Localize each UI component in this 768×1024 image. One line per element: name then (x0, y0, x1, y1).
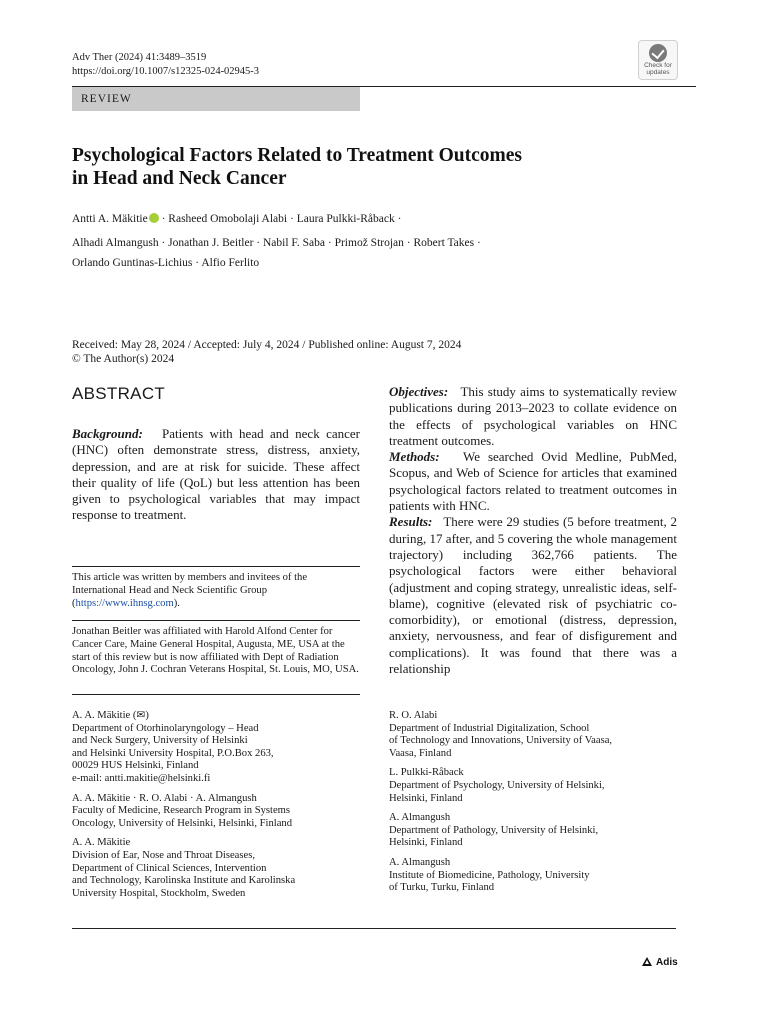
affiliation-line: Vaasa, Finland (389, 747, 452, 759)
affiliation-line: University Hospital, Stockholm, Sweden (72, 887, 246, 899)
journal-citation: Adv Ther (2024) 41:3489–3519 (72, 52, 207, 63)
abstract-results: Results: There were 29 studies (5 before treatment, 2 during, 17 after, and 5 covering the whole management trajectory) including 362,766 patients. The psychological factors were either behavioral (adjustment and coping strategy, unrealistic ideas, self-blame), cognitive (elevated risk of psychiatric co-comorbidity), or emotional (distress, depression, anxiety, nervousness, and fear of disfigurement and complications). It was found that there was a relationship (389, 514, 678, 677)
notes-divider-middle (72, 620, 360, 621)
background-label: Background (72, 426, 139, 441)
author-makitie[interactable]: Antti A. Mäkitie (72, 213, 148, 225)
affiliation-block (389, 857, 679, 895)
background-text: Patients with head and neck cancer (HNC) often demonstrate stress, distress, anxiety, depression, and are at risk for suicide. These affect their quality of life (QoL) but less attention has been given to psychological variables that may impact response to treatment. (72, 426, 360, 523)
results-text: There were 29 studies (5 before treatment, 2 during, 17 after, and 5 covering the whole management trajectory) including 362,766 patients. The psychological factors were either behavioral (adjustment and coping strategy, unrealistic ideas, self-blame), cognitive (elevated risk of psychiatric co-comorbidity), or emotional (distress, depression, anxiety, nervousness, and fear of disfigurement and complications). It was found that there was a relationship (389, 514, 678, 677)
ihnsg-link[interactable]: https://www.ihnsg.com (75, 597, 174, 609)
publisher-logo (642, 957, 678, 968)
affiliation-line: Division of Ear, Nose and Throat Diseases, (72, 849, 255, 861)
authors-line-2: Alhadi Almangush · Jonathan J. Beitler · Nabil F. Saba · Primož Strojan · Robert Takes · (72, 237, 481, 249)
check-updates-icon (649, 44, 667, 62)
affiliation-line: and Neck Surgery, University of Helsinki (72, 735, 248, 747)
abstract-heading: ABSTRACT (72, 384, 166, 403)
doi-link[interactable]: https://doi.org/10.1007/s12325-024-02945-3 (72, 66, 260, 77)
dates-line: Received: May 28, 2024 / Accepted: July 4, 2024 / Published online: August 7, 2024 (72, 339, 462, 351)
objectives-label: Objectives (389, 384, 444, 399)
affiliation-block (389, 710, 679, 760)
affiliation-line: A. A. Mäkitie (72, 837, 131, 849)
email-link[interactable]: e-mail: antti.makitie@helsinki.fi (72, 772, 211, 784)
note-ihnsg-end: ). (173, 597, 180, 609)
affiliation-line: L. Pulkki-Råback (389, 767, 464, 779)
affiliation-line: and Helsinki University Hospital, P.O.Box 263, (72, 747, 274, 759)
orcid-icon[interactable] (149, 213, 159, 223)
badge-label-line1: Check for (644, 62, 672, 69)
affiliation-line: Department of Industrial Digitalization, School (389, 722, 590, 734)
notes-divider-top (72, 566, 360, 567)
badge-label-line2: updates (646, 69, 670, 76)
adis-logo-icon (642, 957, 652, 966)
affiliation-line: 00029 HUS Helsinki, Finland (72, 760, 199, 772)
authors-line-3: Orlando Guntinas-Lichius · Alfio Ferlito (72, 257, 260, 269)
note-ihnsg-text: This article was written by members and invitees of the International Head and Neck Scientific Group ( (72, 572, 308, 609)
affiliation-line: and Technology, Karolinska Institute and Karolinska (72, 875, 296, 887)
footer-divider (72, 928, 676, 929)
affiliation-line: A. Almangush (389, 856, 451, 868)
authors-rest-line-1: · Rasheed Omobolaji Alabi · Laura Pulkki-Råback · (158, 213, 402, 225)
abstract-background: Background: Patients with head and neck cancer (HNC) often demonstrate stress, distress, anxiety, depression, and are at risk for suicide. These affect their quality of life (QoL) but less attention has been given to psychological variables that may impact response to treatment. (72, 426, 360, 523)
affiliation-line: Faculty of Medicine, Research Program in Systems (72, 805, 291, 817)
affiliation-line: A. A. Mäkitie (✉) (72, 710, 149, 721)
affiliation-line: Department of Pathology, University of Helsinki, (389, 824, 599, 836)
affiliations-left (72, 710, 362, 900)
affiliation-line: of Turku, Turku, Finland (389, 882, 495, 894)
affiliation-line: A. A. Mäkitie · R. O. Alabi · A. Almangush (72, 792, 257, 804)
article-type-label: REVIEW (72, 87, 360, 111)
affiliation-line: R. O. Alabi (389, 710, 438, 721)
affiliation-block (72, 793, 362, 831)
copyright-line: © The Author(s) 2024 (72, 353, 175, 365)
affiliation-line: Department of Clinical Sciences, Intervention (72, 862, 267, 874)
affiliation-line: Helsinki, Finland (389, 837, 463, 849)
affiliation-line: A. Almangush (389, 812, 451, 824)
affiliation-line: Institute of Biomedicine, Pathology, University (389, 869, 590, 881)
affiliation-line: Oncology, University of Helsinki, Helsinki, Finland (72, 817, 292, 829)
title-line-2: in Head and Neck Cancer (72, 168, 287, 189)
abstract-right-column (389, 384, 677, 677)
affiliations-right (389, 710, 679, 895)
affiliation-line: Helsinki, Finland (389, 792, 463, 804)
note-beitler: Jonathan Beitler was affiliated with Harold Alfond Center for Cancer Care, Maine General Hospital, Augusta, ME, USA at the start of this review but is now affiliated with Dept of Radiation Oncology, John J. Cochran Veterans Hospital, St. Louis, MO, USA. (72, 626, 359, 676)
methods-text: We searched Ovid Medline, PubMed, Scopus, and Web of Science for articles that examined psychological factors related to treatment outcomes in patients with HNC. (389, 449, 677, 514)
abstract-methods: Methods: We searched Ovid Medline, PubMed, Scopus, and Web of Science for articles that examined psychological factors related to treatment outcomes in patients with HNC. (389, 449, 677, 514)
methods-label: Methods (389, 449, 436, 465)
authors-line-1 (72, 212, 692, 226)
affiliation-line: Department of Otorhinolaryngology – Head (72, 722, 259, 734)
affiliation-block (72, 710, 362, 786)
notes-divider-bottom (72, 694, 360, 695)
affiliation-line: Department of Psychology, University of Helsinki, (389, 779, 605, 791)
affiliation-block (389, 767, 679, 805)
affiliation-line: of Technology and Innovations, University of Vaasa, (389, 735, 613, 747)
affiliation-block (72, 837, 362, 900)
title-line-1: Psychological Factors Related to Treatment Outcomes (72, 145, 523, 166)
abstract-objectives: Objectives: This study aims to systematically review publications during 2013–2023 to collate evidence on the effects of psychological variables on HNC treatment outcomes. (389, 384, 677, 448)
check-for-updates-badge[interactable] (638, 40, 678, 80)
article-title (72, 144, 692, 190)
results-label: Results (389, 514, 429, 530)
publisher-name: Adis (656, 957, 678, 968)
publication-dates (72, 338, 461, 366)
objectives-text: This study aims to systematically review publications during 2013–2023 to collate evidence on the effects of psychological variables on HNC treatment outcomes. (389, 384, 677, 448)
note-ihnsg (72, 572, 360, 610)
affiliation-block (389, 812, 679, 850)
